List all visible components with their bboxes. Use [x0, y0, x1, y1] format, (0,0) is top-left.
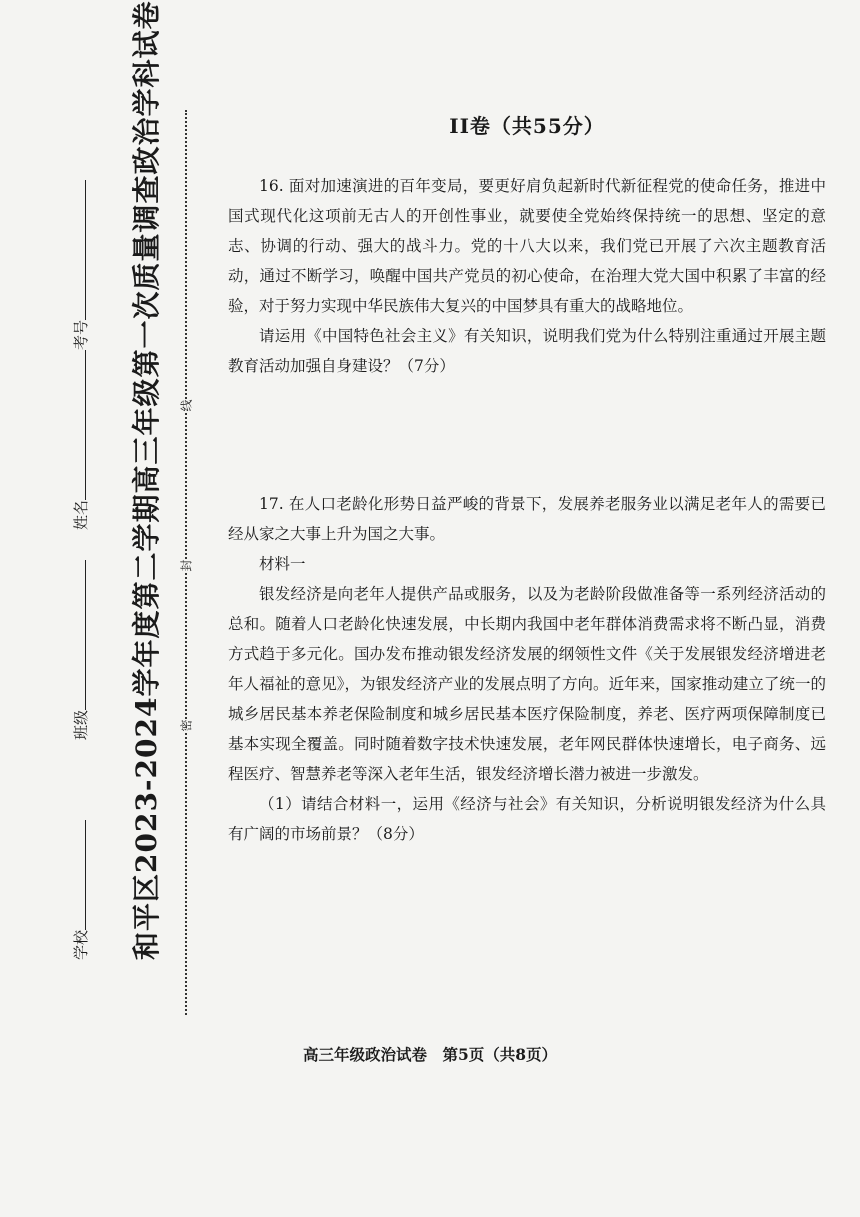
name-blank[interactable] [85, 350, 86, 500]
school-label: 学校 [72, 929, 90, 960]
school-blank[interactable] [85, 820, 86, 930]
name-field [70, 350, 91, 530]
q16-answer-space[interactable] [228, 381, 826, 489]
seal-mark-xian: 线 [176, 399, 197, 411]
exam-number-label: 考号 [72, 319, 90, 350]
school-field [70, 820, 91, 960]
q16-question: 请运用《中国特色社会主义》有关知识，说明我们党为什么特别注重通过开展主题教育活动加强自身建设？（7分） [228, 327, 826, 375]
q17-sub1: （1）请结合材料一，运用《经济与社会》有关知识，分析说明银发经济为什么具有广阔的市场前景？（8分） [228, 795, 826, 843]
q17-material-label: 材料一 [259, 555, 306, 573]
page-content [228, 110, 826, 999]
q17-stem: 17. 在人口老龄化形势日益严峻的背景下，发展养老服务业以满足老年人的需要已经从家之大事上升为国之大事。 [228, 495, 826, 543]
q16-stem: 16. 面对加速演进的百年变局，要更好肩负起新时代新征程党的使命任务，推进中国式现代化这项前无古人的开创性事业，就要使全党始终保持统一的思想、坚定的意志、协调的行动、强大的战斗力。党的十八大以来，我们党已开展了六次主题教育活动，通过不断学习，唤醒中国共产党员的初心使命，在治理大党大国中积累了丰富的经验，对于努力实现中华民族伟大复兴的中国梦具有重大的战略地位。 [228, 177, 826, 315]
seal-mark-feng: 封 [176, 559, 197, 571]
class-blank[interactable] [85, 560, 86, 710]
section-title: II卷（共55分） [449, 114, 605, 138]
class-label: 班级 [72, 709, 90, 740]
class-field [70, 560, 91, 740]
seal-mark-mi: 密 [176, 719, 197, 731]
q17-material-text: 银发经济是向老年人提供产品或服务，以及为老龄阶段做准备等一系列经济活动的总和。随着人口老龄化快速发展，中长期内我国中老年群体消费需求将不断凸显，消费方式趋于多元化。国办发布推动银发经济发展的纲领性文件《关于发展银发经济增进老年人福祉的意见》，为银发经济产业的发展点明了方向。近年来，国家推动建立了统一的城乡居民基本养老保险制度和城乡居民基本医疗保险制度，养老、医疗两项保障制度已基本实现全覆盖。同时随着数字技术快速发展，老年网民群体快速增长，电子商务、远程医疗、智慧养老等深入老年生活，银发经济增长潜力被进一步激发。 [228, 585, 826, 783]
exam-title: 和平区2023-2024学年度第二学期高三年级第一次质量调查政治学科试卷 [130, 0, 163, 960]
binding-margin [60, 0, 190, 1020]
exam-number-blank[interactable] [85, 180, 86, 320]
exam-number-field [70, 180, 91, 350]
page-footer: 高三年级政治试卷 第5页（共8页） [302, 1045, 558, 1064]
name-label: 姓名 [72, 499, 90, 530]
q17-answer-space[interactable] [228, 849, 826, 999]
